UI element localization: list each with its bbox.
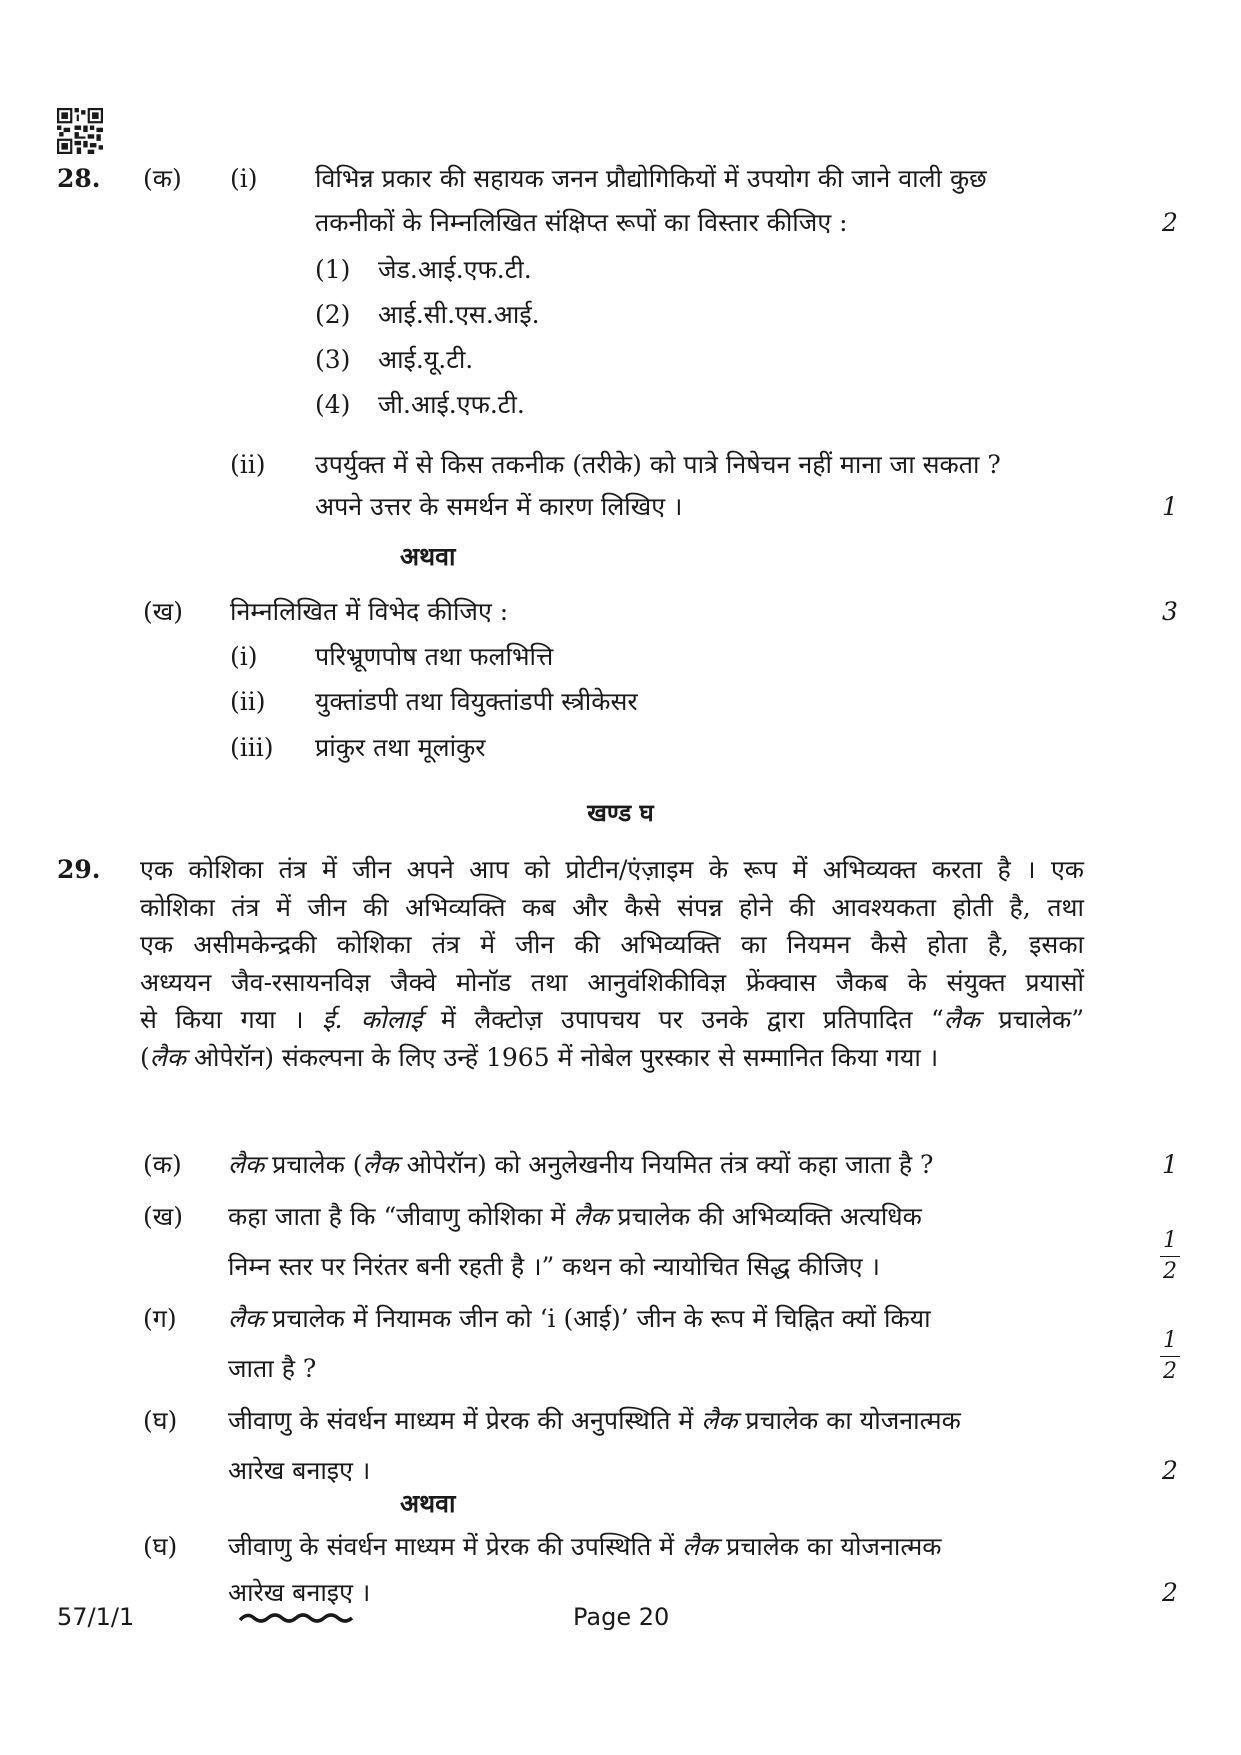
- question-text: उपर्युक्त में से किस तकनीक (तरीके) को पात्रे निषेचन नहीं माना जा सकता ?: [315, 450, 1001, 479]
- question-text: जीवाणु के संवर्धन माध्यम में प्रेरक की उपस्थिति में लैक प्रचालेक का योजनात्मक: [228, 1532, 942, 1561]
- list-item: आई.यू.टी.: [378, 345, 474, 374]
- question-text: आरेख बनाइए ।: [228, 1456, 371, 1485]
- passage-line: एक असीमकेन्द्रकी कोशिका तंत्र में जीन की अभिव्यक्ति का नियमन कैसे होता है, इसका: [140, 930, 1084, 959]
- marks-fraction: 1 2: [1150, 1228, 1190, 1285]
- question-text: तकनीकों के निम्नलिखित संक्षिप्त रूपों का विस्तार कीजिए :: [315, 208, 848, 237]
- part-label: (क): [143, 164, 182, 193]
- page-number: Page 20: [573, 1603, 670, 1631]
- passage-line: (लैक ओपेरॉन) संकल्पना के लिए उन्हें 1965 में नोबेल पुरस्कार से सम्मानित किया गया ।: [140, 1042, 939, 1072]
- part-label: (घ): [143, 1406, 178, 1435]
- list-item-label: (i): [230, 642, 258, 671]
- paper-code: 57/1/1: [57, 1603, 135, 1631]
- question-number: 29.: [57, 855, 101, 884]
- marks: 2: [1162, 1578, 1178, 1607]
- question-text: कहा जाता है कि “जीवाणु कोशिका में लैक प्रचालेक की अभिव्यक्ति अत्यधिक: [228, 1202, 922, 1231]
- question-text: निम्नलिखित में विभेद कीजिए :: [230, 597, 509, 626]
- marks: 2: [1162, 208, 1178, 237]
- passage-line: कोशिका तंत्र में जीन की अभिव्यक्ति कब और कैसे संपन्न होने की आवश्यकता होती है, तथा: [140, 892, 1084, 922]
- list-item-label: (iii): [230, 733, 274, 762]
- list-item-label: (ii): [230, 687, 266, 716]
- list-item: जी.आई.एफ.टी.: [378, 390, 525, 419]
- qr-code-icon: [57, 108, 103, 154]
- part-label: (क): [143, 1150, 182, 1179]
- list-item-label: (3): [315, 345, 351, 374]
- question-text: जाता है ?: [228, 1354, 317, 1383]
- marks: 2: [1162, 1456, 1178, 1485]
- marks: 3: [1162, 597, 1178, 626]
- list-item: परिभ्रूणपोष तथा फलभित्ति: [315, 642, 554, 671]
- question-text: लैक प्रचालेक में नियामक जीन को ‘i (आई)’ जीन के रूप में चिह्नित क्यों किया: [228, 1304, 931, 1333]
- question-text: विभिन्न प्रकार की सहायक जनन प्रौद्योगिकियों में उपयोग की जाने वाली कुछ: [315, 164, 987, 193]
- list-item: प्रांकुर तथा मूलांकुर: [315, 733, 486, 762]
- question-text: लैक प्रचालेक (लैक ओपेरॉन) को अनुलेखनीय नियमित तंत्र क्यों कहा जाता है ?: [228, 1150, 934, 1179]
- question-text: जीवाणु के संवर्धन माध्यम में प्रेरक की अनुपस्थिति में लैक प्रचालेक का योजनात्मक: [228, 1406, 961, 1435]
- list-item-label: (2): [315, 300, 351, 329]
- question-text: निम्न स्तर पर निरंतर बनी रहती है ।” कथन को न्यायोचित सिद्ध कीजिए ।: [228, 1252, 881, 1281]
- part-label: (घ): [143, 1532, 178, 1561]
- list-item: युक्तांडपी तथा वियुक्तांडपी स्त्रीकेसर: [315, 687, 638, 716]
- list-item-label: (1): [315, 255, 351, 284]
- list-item: आई.सी.एस.आई.: [378, 300, 540, 329]
- part-label: (ख): [143, 597, 183, 626]
- or-separator: अथवा: [400, 542, 456, 571]
- part-label: (ख): [143, 1202, 183, 1231]
- subpart-label: (ii): [230, 450, 266, 479]
- marks: 1: [1162, 1150, 1178, 1179]
- question-number: 28.: [57, 164, 101, 193]
- passage-line: अध्ययन जैव-रसायनविज्ञ जैक्वे मोनॉड तथा आनुवंशिकीविज्ञ फ्रेंक्वास जैकब के संयुक्त प्रयासों: [140, 967, 1084, 997]
- part-label: (ग): [143, 1304, 177, 1333]
- question-text: आरेख बनाइए ।: [228, 1578, 371, 1607]
- list-item: जेड.आई.एफ.टी.: [378, 255, 532, 284]
- question-text: अपने उत्तर के समर्थन में कारण लिखिए ।: [315, 492, 683, 521]
- passage-line: एक कोशिका तंत्र में जीन अपने आप को प्रोटीन/एंज़ाइम के रूप में अभिव्यक्त करता है । एक: [140, 855, 1084, 884]
- passage-line: से किया गया । ई. कोलाई में लैक्टोज़ उपापचय पर उनके द्वारा प्रतिपादित “लैक प्रचालेक”: [140, 1005, 1084, 1034]
- subpart-label: (i): [230, 164, 258, 193]
- marks: 1: [1162, 492, 1178, 521]
- or-separator: अथवा: [400, 1489, 456, 1518]
- section-heading: खण्ड घ: [587, 798, 654, 827]
- list-item-label: (4): [315, 390, 351, 419]
- passage: [140, 851, 1084, 1076]
- marks-fraction: 1 2: [1150, 1328, 1190, 1385]
- tilde-ornament-icon: [238, 1610, 354, 1626]
